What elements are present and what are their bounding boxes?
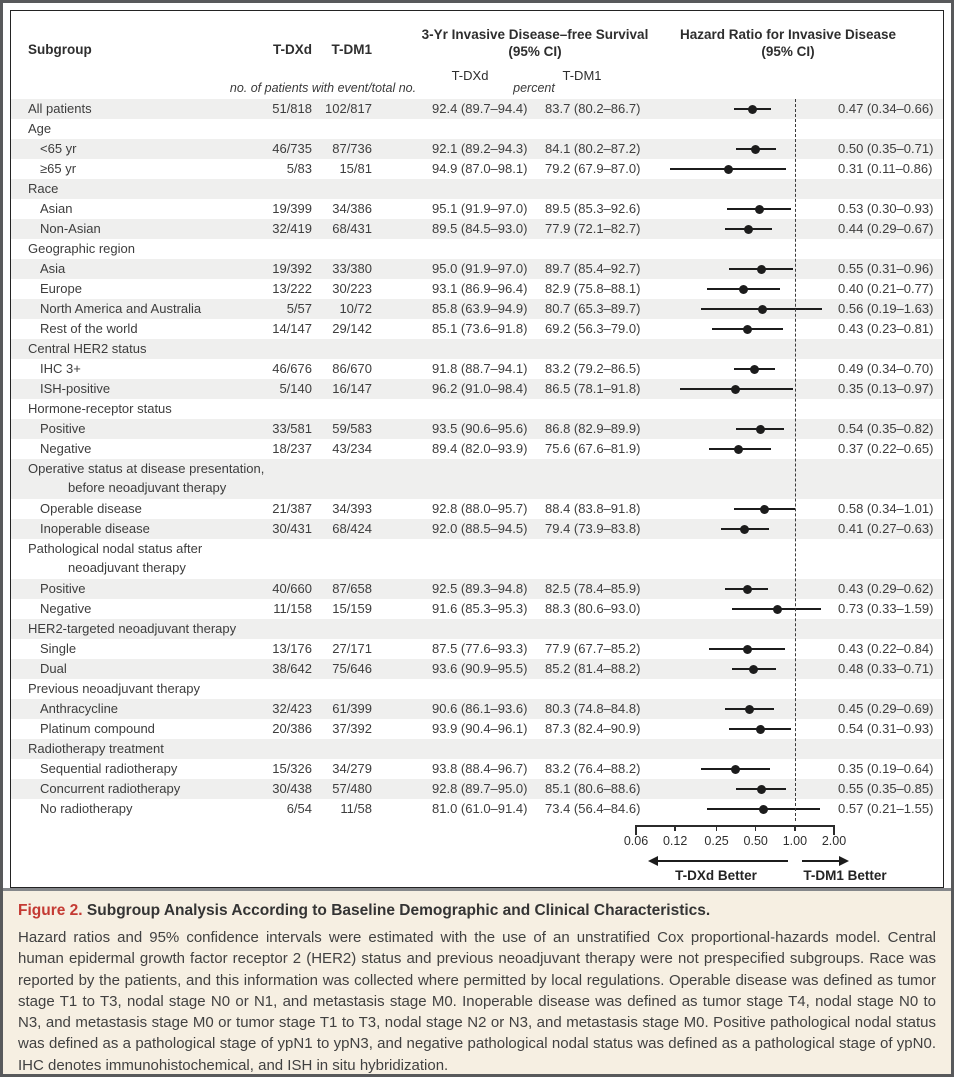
tdxd-events: 5/57 — [286, 301, 312, 316]
hr-ci-value: 0.53 (0.30–0.93) — [838, 201, 934, 216]
forest-rows — [11, 99, 943, 819]
tdm1-events: 68/431 — [332, 221, 372, 236]
tdxd-events: 46/676 — [272, 361, 312, 376]
tdxd-events: 13/176 — [272, 641, 312, 656]
point-estimate-dot — [748, 105, 757, 114]
subgroup-label: Europe — [40, 281, 82, 296]
tdm1-survival: 79.4 (73.9–83.8) — [545, 521, 641, 536]
tdxd-events: 19/392 — [272, 261, 312, 276]
subgroup-label: Negative — [40, 441, 92, 456]
tdm1-events: 87/736 — [332, 141, 372, 156]
tdm1-survival: 85.2 (81.4–88.2) — [545, 661, 641, 676]
subgroup-label: All patients — [28, 101, 92, 116]
subgroup-label: Positive — [40, 421, 86, 436]
tdm1-survival: 80.3 (74.8–84.8) — [545, 701, 641, 716]
subgroup-label: Negative — [40, 601, 92, 616]
point-estimate-dot — [756, 425, 765, 434]
subgroup-label: Single — [40, 641, 77, 656]
hr-ci-value: 0.50 (0.35–0.71) — [838, 141, 934, 156]
point-estimate-dot — [749, 665, 758, 674]
tdxd-survival: 92.8 (88.0–95.7) — [432, 501, 528, 516]
data-row — [11, 279, 943, 299]
axis-tick-label: 2.00 — [821, 834, 847, 848]
tdm1-survival: 86.5 (78.1–91.8) — [545, 381, 641, 396]
tdm1-events: 15/159 — [332, 601, 372, 616]
axis-tick — [794, 825, 796, 831]
data-row — [11, 699, 943, 719]
subgroup-label: Inoperable disease — [40, 521, 150, 536]
tdxd-survival: 92.5 (89.3–94.8) — [432, 581, 528, 596]
data-row — [11, 219, 943, 239]
data-row — [11, 319, 943, 339]
tdm1-events: 15/81 — [339, 161, 372, 176]
group-row — [11, 739, 943, 759]
group-row — [11, 399, 943, 419]
tdxd-events: 33/581 — [272, 421, 312, 436]
data-row — [11, 99, 943, 119]
tdxd-survival: 90.6 (86.1–93.6) — [432, 701, 528, 716]
hr-ci-value: 0.55 (0.35–0.85) — [838, 781, 934, 796]
subgroup-label-line2: neoadjuvant therapy — [68, 560, 186, 575]
tdm1-survival: 79.2 (67.9–87.0) — [545, 161, 641, 176]
column-header-subgroup: Subgroup — [28, 42, 92, 57]
data-row — [11, 199, 943, 219]
tdm1-survival: 73.4 (56.4–84.6) — [545, 801, 641, 816]
events-unit-note: no. of patients with event/total no. — [229, 81, 417, 95]
point-estimate-dot — [745, 705, 754, 714]
subgroup-label: Asian — [40, 201, 73, 216]
point-estimate-dot — [739, 285, 748, 294]
tdm1-survival: 83.7 (80.2–86.7) — [545, 101, 641, 116]
tdm1-survival: 82.9 (75.8–88.1) — [545, 281, 641, 296]
point-estimate-dot — [731, 765, 740, 774]
tdxd-survival: 93.5 (90.6–95.6) — [432, 421, 528, 436]
subgroup-label: IHC 3+ — [40, 361, 81, 376]
tdm1-events: 27/171 — [332, 641, 372, 656]
hr-ci-value: 0.54 (0.35–0.82) — [838, 421, 934, 436]
tdxd-events: 13/222 — [272, 281, 312, 296]
tdm1-survival: 89.5 (85.3–92.6) — [545, 201, 641, 216]
tdm1-events: 57/480 — [332, 781, 372, 796]
column-header-hazard-ratio: Hazard Ratio for Invasive Disease (95% CI) — [679, 27, 897, 59]
subgroup-label: ≥65 yr — [40, 161, 77, 176]
tdm1-events: 102/817 — [325, 101, 372, 116]
hr-ci-value: 0.44 (0.29–0.67) — [838, 221, 934, 236]
hr-reference-line — [795, 99, 796, 821]
tdxd-survival: 93.8 (88.4–96.7) — [432, 761, 528, 776]
column-header-tdm1-events: T-DM1 — [331, 42, 372, 57]
tdm1-survival: 83.2 (76.4–88.2) — [545, 761, 641, 776]
point-estimate-dot — [757, 785, 766, 794]
tdm1-survival: 77.9 (72.1–82.7) — [545, 221, 641, 236]
axis-tick-label: 0.06 — [623, 834, 649, 848]
group-row — [11, 179, 943, 199]
subgroup-label: North America and Australia — [40, 301, 202, 316]
direction-label-left: T-DXd Better — [675, 868, 757, 883]
hr-ci-value: 0.37 (0.22–0.65) — [838, 441, 934, 456]
subgroup-label: HER2-targeted neoadjuvant therapy — [28, 621, 237, 636]
group-row — [11, 539, 943, 579]
figure-number-label: Figure 2. — [18, 902, 83, 919]
column-header-survival: 3-Yr Invasive Disease–free Survival (95% CI) — [421, 27, 649, 59]
point-estimate-dot — [751, 145, 760, 154]
data-row — [11, 599, 943, 619]
tdxd-survival: 96.2 (91.0–98.4) — [432, 381, 528, 396]
point-estimate-dot — [724, 165, 733, 174]
subgroup-label: Operable disease — [40, 501, 142, 516]
tdxd-survival: 95.0 (91.9–97.0) — [432, 261, 528, 276]
tdm1-events: 10/72 — [339, 301, 372, 316]
subgroup-label: Radiotherapy treatment — [28, 741, 164, 756]
subgroup-label: Concurrent radiotherapy — [40, 781, 181, 796]
tdm1-events: 29/142 — [332, 321, 372, 336]
hr-ci-value: 0.35 (0.13–0.97) — [838, 381, 934, 396]
data-row — [11, 779, 943, 799]
data-row — [11, 359, 943, 379]
tdm1-events: 43/234 — [332, 441, 372, 456]
tdm1-survival: 87.3 (82.4–90.9) — [545, 721, 641, 736]
survival-subheader-tdm1: T-DM1 — [562, 68, 602, 83]
tdxd-events: 30/438 — [272, 781, 312, 796]
subgroup-label: Geographic region — [28, 241, 135, 256]
data-row — [11, 799, 943, 819]
tdm1-events: 59/583 — [332, 421, 372, 436]
tdxd-survival: 91.8 (88.7–94.1) — [432, 361, 528, 376]
axis-tick — [716, 825, 718, 831]
subgroup-label: Operative status at disease presentation, — [28, 461, 265, 476]
hr-ci-value: 0.35 (0.19–0.64) — [838, 761, 934, 776]
point-estimate-dot — [740, 525, 749, 534]
tdxd-survival: 95.1 (91.9–97.0) — [432, 201, 528, 216]
tdm1-survival: 83.2 (79.2–86.5) — [545, 361, 641, 376]
subgroup-label: Positive — [40, 581, 86, 596]
point-estimate-dot — [756, 725, 765, 734]
hr-ci-value: 0.47 (0.34–0.66) — [838, 101, 934, 116]
subgroup-label: Age — [28, 121, 52, 136]
tdm1-events: 33/380 — [332, 261, 372, 276]
tdm1-events: 37/392 — [332, 721, 372, 736]
axis-tick — [755, 825, 757, 831]
subgroup-label: Race — [28, 181, 59, 196]
point-estimate-dot — [743, 645, 752, 654]
left-arrow-line — [656, 860, 788, 862]
axis-tick — [674, 825, 676, 831]
tdxd-events: 5/83 — [286, 161, 312, 176]
tdxd-events: 19/399 — [272, 201, 312, 216]
tdm1-survival: 88.3 (80.6–93.0) — [545, 601, 641, 616]
data-row — [11, 579, 943, 599]
point-estimate-dot — [750, 365, 759, 374]
tdxd-events: 18/237 — [272, 441, 312, 456]
subgroup-label: <65 yr — [40, 141, 77, 156]
tdm1-survival: 82.5 (78.4–85.9) — [545, 581, 641, 596]
point-estimate-dot — [760, 505, 769, 514]
tdxd-events: 38/642 — [272, 661, 312, 676]
hr-ci-value: 0.56 (0.19–1.63) — [838, 301, 934, 316]
data-row — [11, 379, 943, 399]
tdxd-survival: 93.6 (90.9–95.5) — [432, 661, 528, 676]
tdm1-survival: 88.4 (83.8–91.8) — [545, 501, 641, 516]
group-row — [11, 459, 943, 499]
subgroup-label: ISH-positive — [40, 381, 111, 396]
point-estimate-dot — [731, 385, 740, 394]
subgroup-label: Pathological nodal status after — [28, 541, 203, 556]
tdxd-survival: 92.0 (88.5–94.5) — [432, 521, 528, 536]
figure-caption-body: Hazard ratios and 95% confidence intervals were estimated with the use of an unstratified Cox proportional-hazards model. Central human epidermal growth factor receptor 2 (HER2) status and previous neoadjuvant therapy were not prespecified subgroups. Race was reported by the patients, and this information was collected where permitted by local regulations. Operable disease was defined as tumor stage T1 to T3, nodal stage N0 or N1, and metastasis stage M0. Inoperable disease was defined as tumor stage T4, nodal stage N0 to N3, and metastasis stage M0 or tumor stage T1 to T3, nodal stage N2 or N3, and metastasis stage M0. Positive pathological nodal status was defined as a pathological stage of ypN1 to ypN3, and negative pathological nodal status was defined as a pathological stage of ypN0. IHC denotes immunohistochemical, and ISH in situ hybridization. — [18, 929, 936, 1074]
right-arrow-line — [802, 860, 840, 862]
subgroup-label: Sequential radiotherapy — [40, 761, 178, 776]
tdm1-events: 16/147 — [332, 381, 372, 396]
hr-ci-value: 0.43 (0.23–0.81) — [838, 321, 934, 336]
hr-ci-value: 0.45 (0.29–0.69) — [838, 701, 934, 716]
axis-tick-label: 0.50 — [743, 834, 768, 848]
tdm1-survival: 69.2 (56.3–79.0) — [545, 321, 641, 336]
axis-tick-label: 1.00 — [782, 834, 808, 848]
tdxd-survival: 89.4 (82.0–93.9) — [432, 441, 528, 456]
tdxd-survival: 93.1 (86.9–96.4) — [432, 281, 528, 296]
tdm1-survival: 89.7 (85.4–92.7) — [545, 261, 641, 276]
data-row — [11, 499, 943, 519]
tdm1-survival: 80.7 (65.3–89.7) — [545, 301, 641, 316]
data-row — [11, 299, 943, 319]
hr-ci-value: 0.41 (0.27–0.63) — [838, 521, 934, 536]
tdxd-survival: 92.4 (89.7–94.4) — [432, 101, 528, 116]
tdxd-survival: 81.0 (61.0–91.4) — [432, 801, 528, 816]
group-row — [11, 339, 943, 359]
column-header-tdxd-events: T-DXd — [273, 42, 312, 57]
hr-ci-value: 0.54 (0.31–0.93) — [838, 721, 934, 736]
hr-ci-value: 0.57 (0.21–1.55) — [838, 801, 934, 816]
tdxd-events: 40/660 — [272, 581, 312, 596]
group-row — [11, 619, 943, 639]
right-arrow-icon — [839, 856, 849, 866]
tdm1-events: 30/223 — [332, 281, 372, 296]
axis-baseline — [636, 825, 834, 827]
tdxd-events: 21/387 — [272, 501, 312, 516]
data-row — [11, 419, 943, 439]
tdm1-survival: 84.1 (80.2–87.2) — [545, 141, 641, 156]
tdm1-events: 34/279 — [332, 761, 372, 776]
subgroup-label: Central HER2 status — [28, 341, 147, 356]
tdm1-survival: 85.1 (80.6–88.6) — [545, 781, 641, 796]
point-estimate-dot — [755, 205, 764, 214]
subgroup-label: Asia — [40, 261, 66, 276]
tdxd-survival: 92.8 (89.7–95.0) — [432, 781, 528, 796]
subgroup-label: Non-Asian — [40, 221, 101, 236]
hr-ci-value: 0.31 (0.11–0.86) — [838, 161, 933, 176]
group-row — [11, 679, 943, 699]
axis-tick-label: 0.25 — [704, 834, 729, 848]
point-estimate-dot — [758, 305, 767, 314]
tdxd-survival: 85.1 (73.6–91.8) — [432, 321, 528, 336]
figure-caption-panel — [3, 888, 951, 1074]
hr-ci-value: 0.49 (0.34–0.70) — [838, 361, 934, 376]
percent-unit-note: percent — [513, 81, 555, 95]
subgroup-label: Hormone-receptor status — [28, 401, 172, 416]
point-estimate-dot — [773, 605, 782, 614]
tdxd-survival: 87.5 (77.6–93.3) — [432, 641, 528, 656]
data-row — [11, 639, 943, 659]
point-estimate-dot — [743, 585, 752, 594]
hr-ci-value: 0.55 (0.31–0.96) — [838, 261, 934, 276]
direction-label-right: T-DM1 Better — [803, 868, 887, 883]
data-row — [11, 439, 943, 459]
hr-ci-value: 0.48 (0.33–0.71) — [838, 661, 934, 676]
tdxd-events: 15/326 — [272, 761, 312, 776]
subgroup-label: Dual — [40, 661, 67, 676]
data-row — [11, 659, 943, 679]
hr-ci-value: 0.58 (0.34–1.01) — [838, 501, 934, 516]
point-estimate-dot — [757, 265, 766, 274]
hr-ci-value: 0.43 (0.22–0.84) — [838, 641, 934, 656]
hr-ci-value: 0.40 (0.21–0.77) — [838, 281, 934, 296]
data-row — [11, 139, 943, 159]
tdxd-events: 30/431 — [272, 521, 312, 536]
point-estimate-dot — [743, 325, 752, 334]
tdxd-survival: 93.9 (90.4–96.1) — [432, 721, 528, 736]
tdxd-events: 14/147 — [272, 321, 312, 336]
subgroup-label: No radiotherapy — [40, 801, 133, 816]
group-row — [11, 119, 943, 139]
tdxd-survival: 91.6 (85.3–95.3) — [432, 601, 528, 616]
survival-subheader-tdxd: T-DXd — [451, 68, 489, 83]
tdxd-events: 46/735 — [272, 141, 312, 156]
tdm1-events: 68/424 — [332, 521, 372, 536]
tdxd-events: 32/423 — [272, 701, 312, 716]
tdm1-events: 11/58 — [340, 801, 372, 816]
tdxd-survival: 92.1 (89.2–94.3) — [432, 141, 528, 156]
tdm1-survival: 86.8 (82.9–89.9) — [545, 421, 641, 436]
tdxd-survival: 94.9 (87.0–98.1) — [432, 161, 528, 176]
tdxd-survival: 85.8 (63.9–94.9) — [432, 301, 528, 316]
hr-ci-value: 0.73 (0.33–1.59) — [838, 601, 934, 616]
tdm1-events: 61/399 — [332, 701, 372, 716]
hr-ci-value: 0.43 (0.29–0.62) — [838, 581, 934, 596]
axis-tick-label: 0.12 — [662, 834, 688, 848]
tdxd-events: 20/386 — [272, 721, 312, 736]
data-row — [11, 519, 943, 539]
tdxd-events: 51/818 — [272, 101, 312, 116]
tdm1-survival: 77.9 (67.7–85.2) — [545, 641, 641, 656]
tdxd-events: 6/54 — [286, 801, 312, 816]
data-row — [11, 719, 943, 739]
tdm1-events: 34/386 — [332, 201, 372, 216]
point-estimate-dot — [744, 225, 753, 234]
point-estimate-dot — [734, 445, 743, 454]
tdxd-events: 11/158 — [273, 601, 312, 616]
subgroup-label: Previous neoadjuvant therapy — [28, 681, 201, 696]
tdm1-events: 34/393 — [332, 501, 372, 516]
tdm1-events: 75/646 — [332, 661, 372, 676]
tdxd-events: 32/419 — [272, 221, 312, 236]
group-row — [11, 239, 943, 259]
point-estimate-dot — [759, 805, 768, 814]
subgroup-label: Rest of the world — [40, 321, 138, 336]
data-row — [11, 259, 943, 279]
figure-title-text: Subgroup Analysis According to Baseline Demographic and Clinical Characteristics. — [86, 902, 711, 919]
figure-caption-title — [18, 902, 936, 920]
tdxd-survival: 89.5 (84.5–93.0) — [432, 221, 528, 236]
data-row — [11, 159, 943, 179]
tdm1-events: 87/658 — [332, 581, 372, 596]
tdm1-survival: 75.6 (67.6–81.9) — [545, 441, 641, 456]
forest-plot-panel — [10, 10, 944, 888]
subgroup-label-line2: before neoadjuvant therapy — [68, 480, 227, 495]
subgroup-label: Platinum compound — [40, 721, 155, 736]
tdm1-events: 86/670 — [332, 361, 372, 376]
subgroup-label: Anthracycline — [40, 701, 119, 716]
data-row — [11, 759, 943, 779]
tdxd-events: 5/140 — [279, 381, 312, 396]
